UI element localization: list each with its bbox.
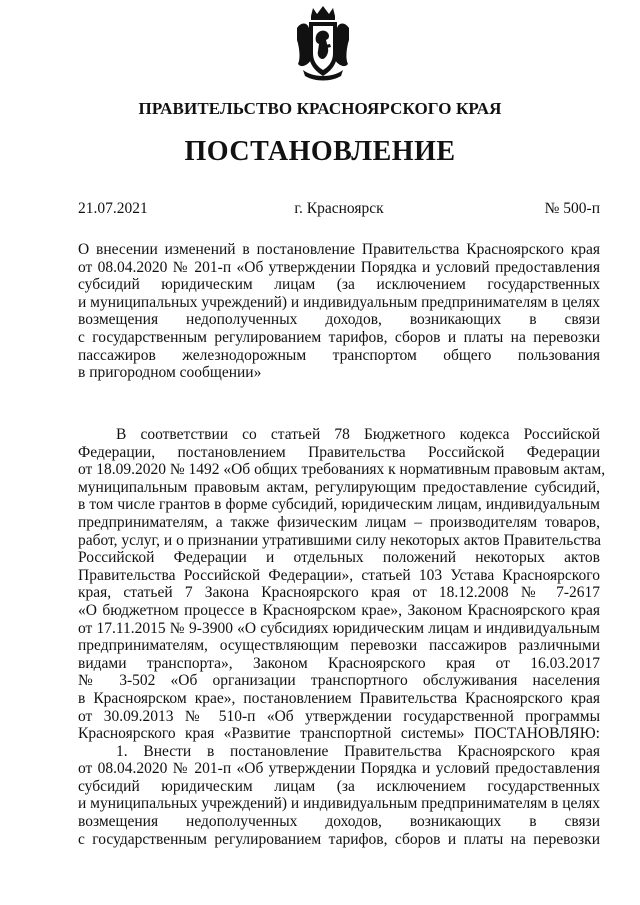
body-line: предпринимателям, а также физическим лицам – производителям товаров,: [78, 513, 600, 531]
body-line: Правительства Российской Федерации», статьей 103 Устава Красноярского: [78, 566, 600, 584]
body-line: № 3-502 «Об организации транспортного обслуживания населения: [78, 672, 600, 690]
document-title: [78, 241, 600, 382]
organization-name: ПРАВИТЕЛЬСТВО КРАСНОЯРСКОГО КРАЯ: [138, 99, 502, 118]
title-line: от 08.04.2020 № 201-п «Об утверждении Порядка и условий предоставления: [78, 258, 600, 276]
body-line: работ, услуг, и о признании утратившими силу некоторых актов Правительства: [78, 531, 601, 549]
body-line: с государственным регулированием тарифов, сборов и платы на перевозки: [78, 830, 600, 848]
document-body: [78, 426, 606, 848]
body-line: края, статьей 7 Закона Красноярского края от 18.12.2008 № 7-2617: [78, 584, 600, 602]
document-city: г. Красноярск: [294, 200, 384, 217]
title-line: с государственным регулированием тарифов, сборов и платы на перевозки: [78, 328, 600, 346]
document-type: ПОСТАНОВЛЕНИЕ: [184, 136, 456, 167]
title-line: пассажиров железнодорожным транспортом общего пользования: [78, 346, 600, 364]
body-line: В соответствии со статьей 78 Бюджетного кодекса Российской: [116, 426, 600, 443]
document-date: 21.07.2021: [78, 200, 148, 217]
title-line: и муниципальных учреждений) и индивидуальным предпринимателям в целях: [78, 293, 601, 311]
body-line: от 30.09.2013 № 510-п «Об утверждении государственной программы: [78, 707, 600, 725]
document-meta-row: [78, 200, 600, 220]
body-line: «О бюджетном процессе в Красноярском крае», Законом Красноярского края: [78, 601, 600, 619]
body-line: от 18.09.2020 № 1492 «Об общих требованиях к нормативным правовым актам,: [78, 461, 606, 479]
body-line: предпринимателям, осуществляющим перевозки пассажиров различными: [78, 637, 600, 655]
body-line: Красноярского края «Развитие транспортной системы» ПОСТАНОВЛЯЮ:: [78, 725, 600, 743]
body-line: от 08.04.2020 № 201-п «Об утверждении Порядка и условий предоставления: [78, 760, 600, 778]
title-line: субсидий юридическим лицам (за исключением государственных: [78, 276, 600, 294]
title-line: в пригородном сообщении»: [78, 364, 262, 382]
body-line: в Красноярском крае», постановлением Правительства Красноярского края: [78, 689, 600, 707]
body-line: и муниципальных учреждений) и индивидуальным предпринимателям в целях: [78, 795, 601, 813]
body-line: муниципальным правовым актам, регулирующим предоставление субсидий,: [78, 478, 600, 496]
body-line: Федерации, постановлением Правительства Российской Федерации: [78, 443, 600, 461]
document-number: № 500-п: [544, 200, 600, 217]
body-line: от 17.11.2015 № 9-3900 «О субсидиях юридическим лицам и индивидуальным: [78, 619, 600, 637]
title-line: О внесении изменений в постановление Правительства Красноярского края: [78, 241, 600, 258]
body-line: субсидий юридическим лицам (за исключением государственных: [78, 777, 600, 795]
body-line: 1. Внести в постановление Правительства Красноярского края: [116, 742, 600, 760]
title-line: возмещения недополученных доходов, возникающих в связи: [78, 311, 600, 329]
body-line: в том числе грантов в форме субсидий, юридическим лицам, индивидуальным: [78, 496, 600, 514]
body-line: видами транспорта», Законом Красноярского края от 16.03.2017: [78, 654, 600, 672]
body-line: возмещения недополученных доходов, возникающих в связи: [78, 813, 600, 831]
body-line: Российской Федерации и отдельных положений некоторых актов: [78, 549, 600, 567]
coat-of-arms-icon: [295, 6, 351, 82]
